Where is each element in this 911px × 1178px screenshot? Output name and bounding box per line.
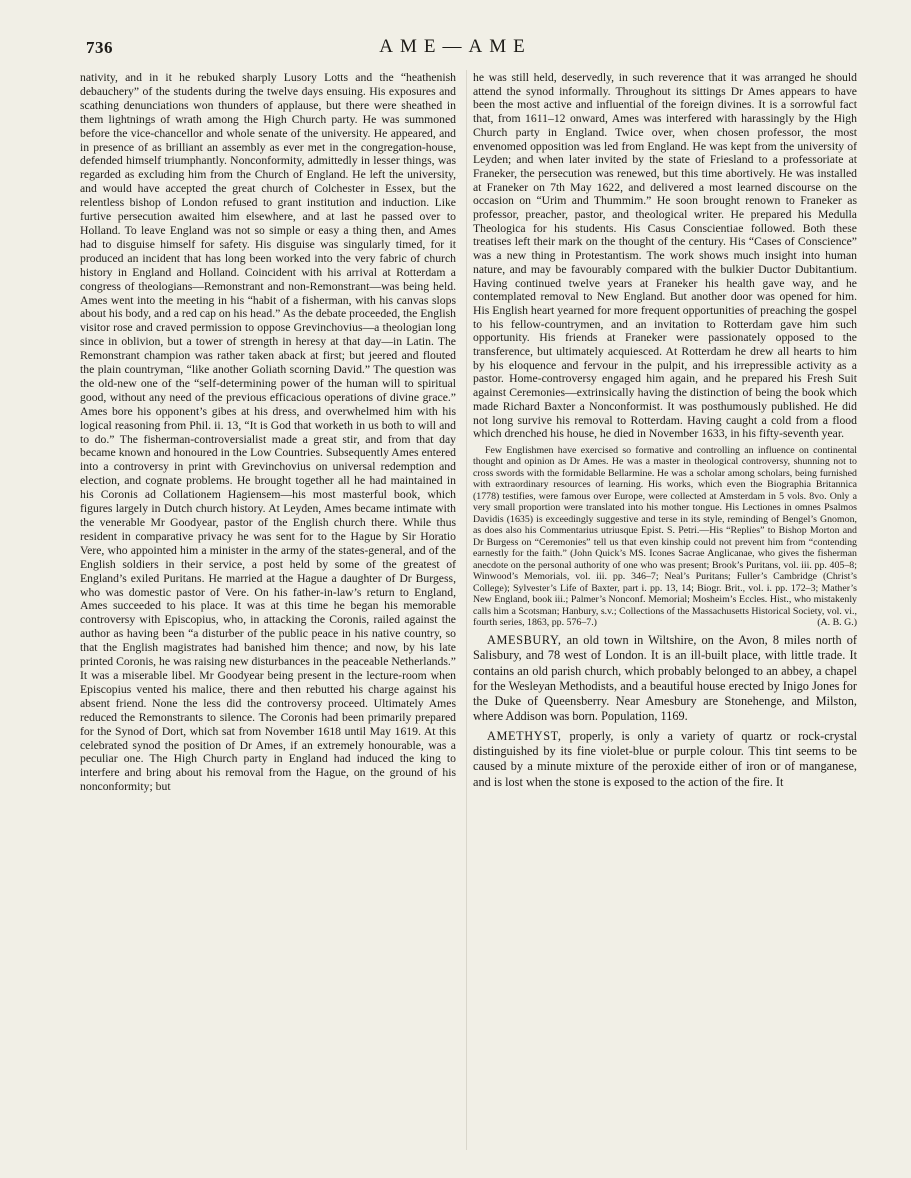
right-column-paragraph: he was still held, deservedly, in such reverence that it was arranged he should attend the synod informally. Throughout its sittings Dr Ames appears to have been the most active and influential of the foreign divines. It is a sorrowful fact that, from 1611–12 onward, Ames was interfered with harassingly by the High Church party in England. Twice over, when chosen professor, the most envenomed opposition was led from England. He was kept from the university of Leyden; and when later invited by the state of Friesland to a professoriate at Franeker, the persecution was renewed, but this time abortively. He was installed at Franeker on 7th May 1622, and delivered a most learned discourse on the occasion on “Urim and Thummim.” He soon brought renown to Franeker as professor, preacher, pastor, and theological writer. He prepared his Medulla Theologica for his students. His Casus Conscientiae followed. Both these treatises left their mark on the thought of the century. His “Cases of Conscience” was a new thing in Protestantism. The work shows much insight into human nature, and may be favourably compared with the bulkier Ductor Dubitantium. Having continued twelve years at Franeker his health gave way, and he contemplated removal to New England. But another door was opened for him. His English heart yearned for more frequent opportunities of preaching the gospel to his fellow-countrymen, and an invitation to Rotterdam gave him such opportunity. His friends at Franeker were passionately opposed to the transference, but ultimately acquiesced. At Rotterdam he drew all hearts to him by his eloquence and fervour in the pulpit, and his irrepressible activity as a pastor. Home-controversy engaged him again, and he prepared his Fresh Suit against Ceremonies—extrinsically having the distinction of being the book which made Richard Baxter a Nonconformist. It was posthumously published. He did not long survive his removal to Rotterdam. Having caught a cold from a flood which drenched his house, he died in November 1633, in his fifty-seventh year. (473, 71, 857, 441)
entry-headword: AMETHYST, (487, 728, 562, 743)
left-column-paragraph: nativity, and in it he rebuked sharply Lusory Lotts and the “heathenish debauchery” of the students during the twelve days ensuing. His exposures and scathing denunciations won thunders of applause, but there were sheathed in them lightnings of wrath among the High Church party. He was summoned before the vice-chancellor and whole senate of the university. He appeared, and in presence of as brilliant an assembly as ever met in the congregation-house, defended himself triumphantly. Nonconformity, admittedly in lesser things, was regarded as excluding him from the Church of England. He left the university, and would have accepted the great church of Colchester in Essex, but the relentless bishop of London refused to grant institution and induction. Like furtive persecution awaited him elsewhere, and at last he passed over to Holland. To leave England was not so simple or easy a thing then, and Ames had to disguise himself for safety. His disguise was singularly timed, for it produced an incident that has long been worked into the very fabric of church history in England and Holland. Coincident with his arrival at Rotterdam a congress of theologians—Remonstrant and non-Remonstrant—was being held. Ames went into the meeting in his “habit of a fisherman, with his canvas slops about his body, and a red cap on his head.” As the debate proceeded, the English visitor rose and craved permission to oppose Grevinchovius—a theologian long since in oblivion, but a tower of strength in heresy at that day—in Latin. The Remonstrant champion was rather taken aback at first; but jeered and flouted the plain countryman, “like another Goliath scorning David.” The question was the old-new one of the “self-determining power of the human will to spiritual good, without any need of the previous efficacious operations of divine grace.” Ames bore his opponent’s gibes at his dress, and overwhelmed him with his logical reasoning from Phil. ii. 13, “It is God that worketh in us both to will and to do.” The fisherman-controversialist made a great stir, and from that day became known and honoured in the Low Countries. Subsequently Ames entered into a controversy in print with Grevinchovius on universal redemption and election, and cognate problems. He brought together all he had maintained in his Coronis ad Collationem Hagiensem—his most masterful book, which figures largely in Dutch church history. At Leyden, Ames became intimate with the venerable Mr Goodyear, pastor of the English church there. While thus resident in comparative privacy he was sent for to the Hague by Sir Horatio Vere, who appointed him a minister in the army of the states-general, and of the English soldiers in their service, a post held by some of the greatest of England’s exiled Puritans. He married at the Hague a daughter of Dr Burgess, who was domestic pastor of Vere. On his father-in-law’s return to England, Ames succeeded to his place. It was at this time he began his memorable controversy with Episcopius, who, in attacking the Coronis, railed against the author as having been “a disturber of the public peace in his native country, so that the English magistrates had banished him thence; and now, by his late printed Coronis, he was raising new disturbances in the peaceable Netherlands.” It was a miserable libel. Mr Goodyear being present in the lecture-room when Episcopius vented his malice, there and then rebutted his charge against his absent friend. None the less did the controversy proceed. Ultimately Ames reduced the Remonstrants to silence. The Coronis had been primarily prepared for the Synod of Dort, which sat from November 1618 until May 1619. At this celebrated synod the position of Dr Ames, if an extremely honourable, was a peculiar one. The High Church party in England had induced the king to interfere and bring about his removal from the Hague, on the ground of his nonconformity; but (80, 71, 456, 794)
column-divider (466, 70, 467, 1150)
entry-text: an old town in Wiltshire, on the Avon, 8 miles north of Salisbury, and 78 west of London. It is an ill-built place, with little trade. It contains an old parish church, which probably belonged to an abbey, a chapel for the Wesleyan Methodists, and a beautiful house erected by Inigo Jones for the Duke of Queensberry. Near Amesbury are Stonehenge, and Milston, where Addison was born. Population, 1169. (473, 632, 857, 724)
entry-text: properly, is only a variety of quartz or rock-crystal distinguished by its fine violet-blue or purple colour. This tint seems to be caused by a minute mixture of the peroxide either of iron or of manganese, and is lost when the stone is exposed to the action of the fire. It (473, 728, 857, 789)
entry-amesbury (473, 633, 857, 725)
running-head: AME—AME (379, 36, 532, 57)
author-initials: (A. B. G.) (817, 617, 857, 629)
page-number: 736 (86, 38, 113, 57)
entry-headword: AMESBURY, (487, 632, 562, 647)
bibliographic-note (473, 445, 857, 629)
right-column (473, 71, 857, 790)
bibliographic-note-text: Few Englishmen have exercised so formative and controlling an influence on continental thought and opinion as Dr Ames. He was a master in theological controversy, shunning not to cross swords with the formidable Bellarmine. He was a scholar among scholars, being furnished with extraordinary resources of learning. His works, which even the Biographia Britannica (1778) testifies, were famous over Europe, were collected at Amsterdam in 5 vols. 8vo. Only a very small proportion were translated into his mother tongue. His Lectiones in omnes Psalmos Davidis (1635) is exceedingly suggestive and terse in its style, reminding of Bengel’s Gnomon, as does also his Commentarius utriusque Epist. S. Petri.—His “Replies” to Bishop Morton and Dr Burgess on “Ceremonies” tell us that even kinship could not prevent him from “contending earnestly for the faith.” (John Quick’s MS. Icones Sacrae Anglicanae, who gives the fisherman anecdote on the personal authority of one who was present; Brook’s Puritans, vol. iii. pp. 405–8; Winwood’s Memorials, vol. iii. pp. 346–7; Neal’s Puritans; Fuller’s Cambridge (Christ’s College); Sylvester’s Life of Baxter, part i. pp. 13, 14; Biogr. Brit., vol. i. pp. 172–3; Mather’s New England, book iii.; Palmer’s Nonconf. Memorial; Mosheim’s Eccles. Hist., who mistakenly calls him a Scotsman; Hanbury, s.v.; Collections of the Massachusetts Historical Society, vol. vi., fourth series, 1863, pp. 576–7.) (473, 444, 857, 629)
entry-amethyst (473, 729, 857, 790)
left-column (80, 71, 456, 794)
